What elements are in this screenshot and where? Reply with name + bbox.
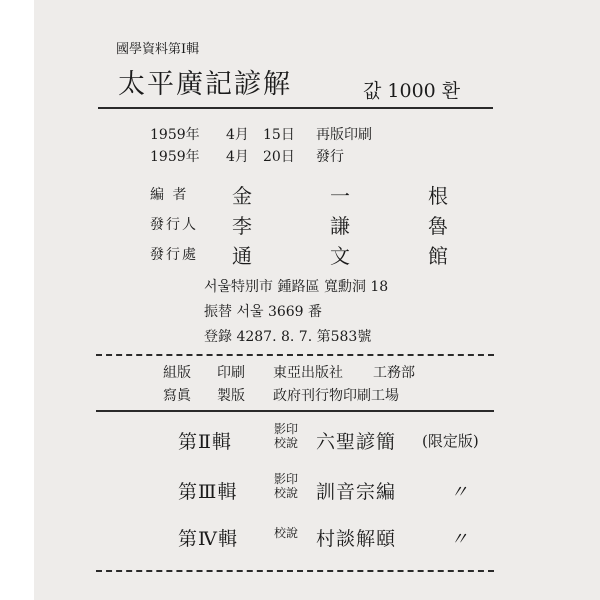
volume-4-ditto-mark: 〃 xyxy=(450,529,468,550)
volume-2-title: 六聖諺簡 xyxy=(316,431,397,453)
volume-4-type-bottom: 校說 xyxy=(273,526,298,540)
editor-label: 編 者 xyxy=(150,187,189,203)
series-label: 國學資料第Ⅰ輯 xyxy=(116,42,200,57)
office-name-1: 通 xyxy=(232,244,252,268)
publisher-row xyxy=(150,210,460,236)
volume-3-type-bottom: 校說 xyxy=(273,486,298,500)
typesetting-dept: 工務部 xyxy=(373,365,415,381)
volume-3-number: 第Ⅲ輯 xyxy=(178,481,238,503)
publisher-name-2: 謙 xyxy=(330,214,350,238)
editor-name-3: 根 xyxy=(428,184,448,208)
office-name-2: 文 xyxy=(330,244,350,268)
print-year: 1959年 xyxy=(150,127,200,143)
typesetting-line xyxy=(163,362,473,380)
print-day: 15日 xyxy=(263,127,295,143)
issue-date-line xyxy=(150,146,450,164)
volume-2-number: 第Ⅱ輯 xyxy=(178,431,232,453)
office-label: 發行處 xyxy=(150,247,198,263)
issue-month: 4月 xyxy=(226,149,249,165)
photo-label-1: 寫眞 xyxy=(163,388,191,404)
issue-day: 20日 xyxy=(263,149,295,165)
divider-solid xyxy=(96,410,494,412)
volume-2-type-bottom: 校說 xyxy=(273,436,298,450)
divider-dashed xyxy=(96,354,494,356)
transfer-account: 振替 서울 3669 番 xyxy=(204,304,323,320)
editor-name-2: 一 xyxy=(330,184,350,208)
editor-name-1: 金 xyxy=(232,184,252,208)
editor-row xyxy=(150,180,460,206)
print-date-line xyxy=(150,124,450,142)
price-label: 값 1000 환 xyxy=(363,80,461,102)
typesetting-label-1: 組版 xyxy=(163,365,191,381)
print-event: 再版印刷 xyxy=(316,127,372,143)
publisher-label: 發行人 xyxy=(150,217,198,233)
photo-label-2: 製版 xyxy=(217,388,245,404)
photo-plate-line xyxy=(163,385,473,403)
typesetting-company: 東亞出版社 xyxy=(273,365,343,381)
typesetting-label-2: 印刷 xyxy=(217,365,245,381)
volume-4-type xyxy=(266,526,306,540)
header-rule xyxy=(98,107,493,109)
office-name-3: 館 xyxy=(428,244,448,268)
volume-2-note: (限定版) xyxy=(422,432,479,450)
volume-3-type xyxy=(266,472,306,500)
bottom-divider-dashed xyxy=(96,570,494,572)
office-row xyxy=(150,240,460,266)
volume-2-type-top: 影印 xyxy=(273,422,298,436)
volume-3-ditto-mark: 〃 xyxy=(450,482,468,503)
office-address: 서울特別市 鍾路區 寬勳洞 18 xyxy=(204,279,389,295)
book-title: 太平廣記諺解 xyxy=(118,69,292,100)
issue-year: 1959年 xyxy=(150,149,200,165)
publisher-name-3: 魯 xyxy=(428,214,448,238)
volume-4-number: 第Ⅳ輯 xyxy=(178,528,238,550)
volume-2-type xyxy=(266,422,306,450)
publisher-name-1: 李 xyxy=(232,214,252,238)
issue-event: 發行 xyxy=(316,149,344,165)
photo-company: 政府刊行物印刷工場 xyxy=(273,388,399,404)
registration-number: 登錄 4287. 8. 7. 第583號 xyxy=(204,329,372,345)
volume-3-type-top: 影印 xyxy=(273,472,298,486)
volume-4-title: 村談解頤 xyxy=(316,528,397,550)
print-month: 4月 xyxy=(226,127,249,143)
volume-3-title: 訓音宗編 xyxy=(316,481,397,503)
